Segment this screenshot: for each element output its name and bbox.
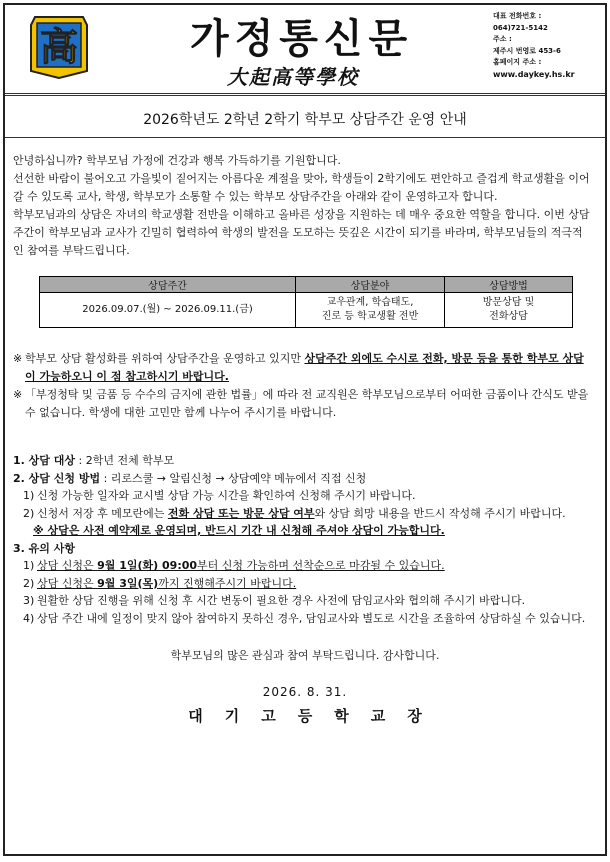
list-item [5,487,605,505]
item-number: 2) [23,506,35,520]
item-text: 원활한 상담 진행을 위해 신청 후 시간 변동이 필요한 경우 사전에 담임교사와 협의해 주시기 바랍니다. [37,594,526,607]
phone-number: 064)721-5142 [493,23,548,32]
intro-paragraph-2: 학부모님과의 상담은 자녀의 학교생활 전반을 이해하고 올바른 성장을 지원하는 데 매우 중요한 역할을 합니다. 이번 상담주간이 학부모님과 교사가 긴밀히 협력하여 학생의 발전을 도모하는 뜻깊은 시간이 되기를 바라며, 학부모님들의 적극적인 참여를 부탁드립니다. [13,208,590,257]
item-number: 4) [23,611,35,625]
intro-paragraph-1: 선선한 바람이 불어오고 가을빛이 짙어지는 아름다운 계절을 맞아, 학생들이 2학기에도 편안하고 즐겁게 학교생활을 이어갈 수 있도록 교사, 학생, 학부모가 소통할 수 있는 학부모 상담주간을 아래와 같이 운영하고자 합니다. [13,172,590,203]
list-item [5,575,605,593]
item-number: 2) [23,576,35,590]
item-text: 상담 주간 내에 일정이 맞지 않아 참여하지 못하신 경우, 담임교사와 별도로 시간을 조율하여 상담하실 수 있습니다. [37,611,586,625]
note-1-plain: 학부모 상담 활성화를 위하여 상담주간을 운영하고 있지만 [25,352,305,365]
section-1-text: : 2학년 전체 학부모 [75,454,175,467]
list-item [5,592,605,610]
field-line-1: 교우관계, 학습태도, [326,297,414,308]
item-text-part: 상담 신청은 [37,559,98,572]
address-label: 주소 : [493,35,512,43]
list-item [5,505,605,523]
method-cell [445,293,573,328]
section-2-label: 2. 상담 신청 방법 [13,471,101,485]
field-cell [296,293,445,328]
col-header-period: 상담주간 [40,277,296,293]
section-precautions [5,540,605,558]
schedule-table [39,276,573,328]
note-text [25,350,591,386]
item-number: 1) [23,559,35,572]
note-2-text: 「부정청탁 및 금품 등 수수의 금지에 관한 법률」에 따라 전 교직원은 학부모님으로부터 어떠한 금품이나 간식도 받을 수 없습니다. 학생에 대한 고민만 함께 나누어 주시기를 바랍니다. [25,388,589,419]
web-url[interactable]: www.daykey.hs.kr [493,69,575,79]
method-line-2: 전화상담 [489,311,528,322]
item-number: 3) [23,594,35,607]
section-2-text: : 리로스쿨 → 알림신청 → 상담예약 메뉴에서 직접 신청 [100,471,367,485]
warning-text: ※ 상담은 사전 예약제로 운영되며, 반드시 기간 내 신청해 주셔야 상담이 가능합니다. [33,524,445,537]
note-1-emphasis: 상담주간 외에도 수시로 전화, 방문 등을 통한 학부모 상담이 가능하오니 이 점 참고하시기 바랍니다. [25,352,584,383]
list-item [5,557,605,575]
closing-remark: 학부모님의 많은 관심과 참여 부탁드립니다. 감사합니다. [170,649,440,662]
item-text [37,505,566,523]
masthead-title: 가정통신문 [190,15,414,62]
section-3-label: 3. 유의 사항 [13,541,75,555]
note-anti-graft [5,386,605,422]
item-text-emphasis: 9월 3일(목) [97,576,159,590]
notice-page [3,3,607,856]
item-number: 1) [23,489,35,502]
note-consultation [5,350,605,386]
item-text-part: 와 상담 희망 내용을 반드시 작성해 주시기 바랍니다. [314,506,566,520]
section-1-label: 1. 상담 대상 [13,454,75,467]
method-line-1: 방문상담 및 [482,297,535,308]
signer: 대기고등학교장 [188,707,444,725]
item-text [37,575,296,593]
col-header-method: 상담방법 [445,277,573,293]
section-apply-method [5,470,605,488]
item-text-part: 부터 신청 가능하며 선착순으로 마감될 수 있습니다. [197,559,445,572]
school-logo-icon [27,15,91,79]
school-name-hanja: 大起高等學校 [227,65,359,89]
note-mark: ※ [13,352,23,365]
period-cell: 2026.09.07.(월) ~ 2026.09.11.(금) [40,293,296,328]
item-text-part: 신청서 저장 후 메모란에는 [37,506,168,520]
contact-block [493,11,575,80]
address: 제주시 번영로 453-6 [493,46,561,55]
letterhead [5,5,605,96]
item-text [37,557,445,575]
note-mark: ※ [13,388,23,401]
item-text-emphasis: 9월 1일(화) 09:00 [97,559,198,572]
phone-label: 대표 전화번호 : [493,12,542,20]
section-target [5,452,605,470]
item-text: 신청 가능한 일자와 교시별 상담 가능 시간을 확인하여 신청해 주시기 바랍니다. [37,489,416,502]
issue-date: 2026. 8. 31. [262,685,348,699]
item-text-part: 상담 신청은 [37,576,98,590]
web-label: 홈페이지 주소 : [493,58,542,66]
field-line-2: 진로 등 학교생활 전반 [321,311,419,322]
reservation-warning [5,522,605,540]
logo-glyph: 高 [39,24,79,69]
col-header-field: 상담분야 [296,277,445,293]
item-text-emphasis: 전화 상담 또는 방문 상담 여부 [167,506,315,520]
notice-title: 2026학년도 2학년 2학기 학부모 상담주간 운영 안내 [5,109,605,138]
list-item [5,610,605,628]
item-text-part: 까지 진행해주시기 바랍니다. [158,576,297,590]
intro-greeting: 안녕하십니까? 학부모님 가정에 건강과 행복 가득하기를 기원합니다. [13,154,341,167]
